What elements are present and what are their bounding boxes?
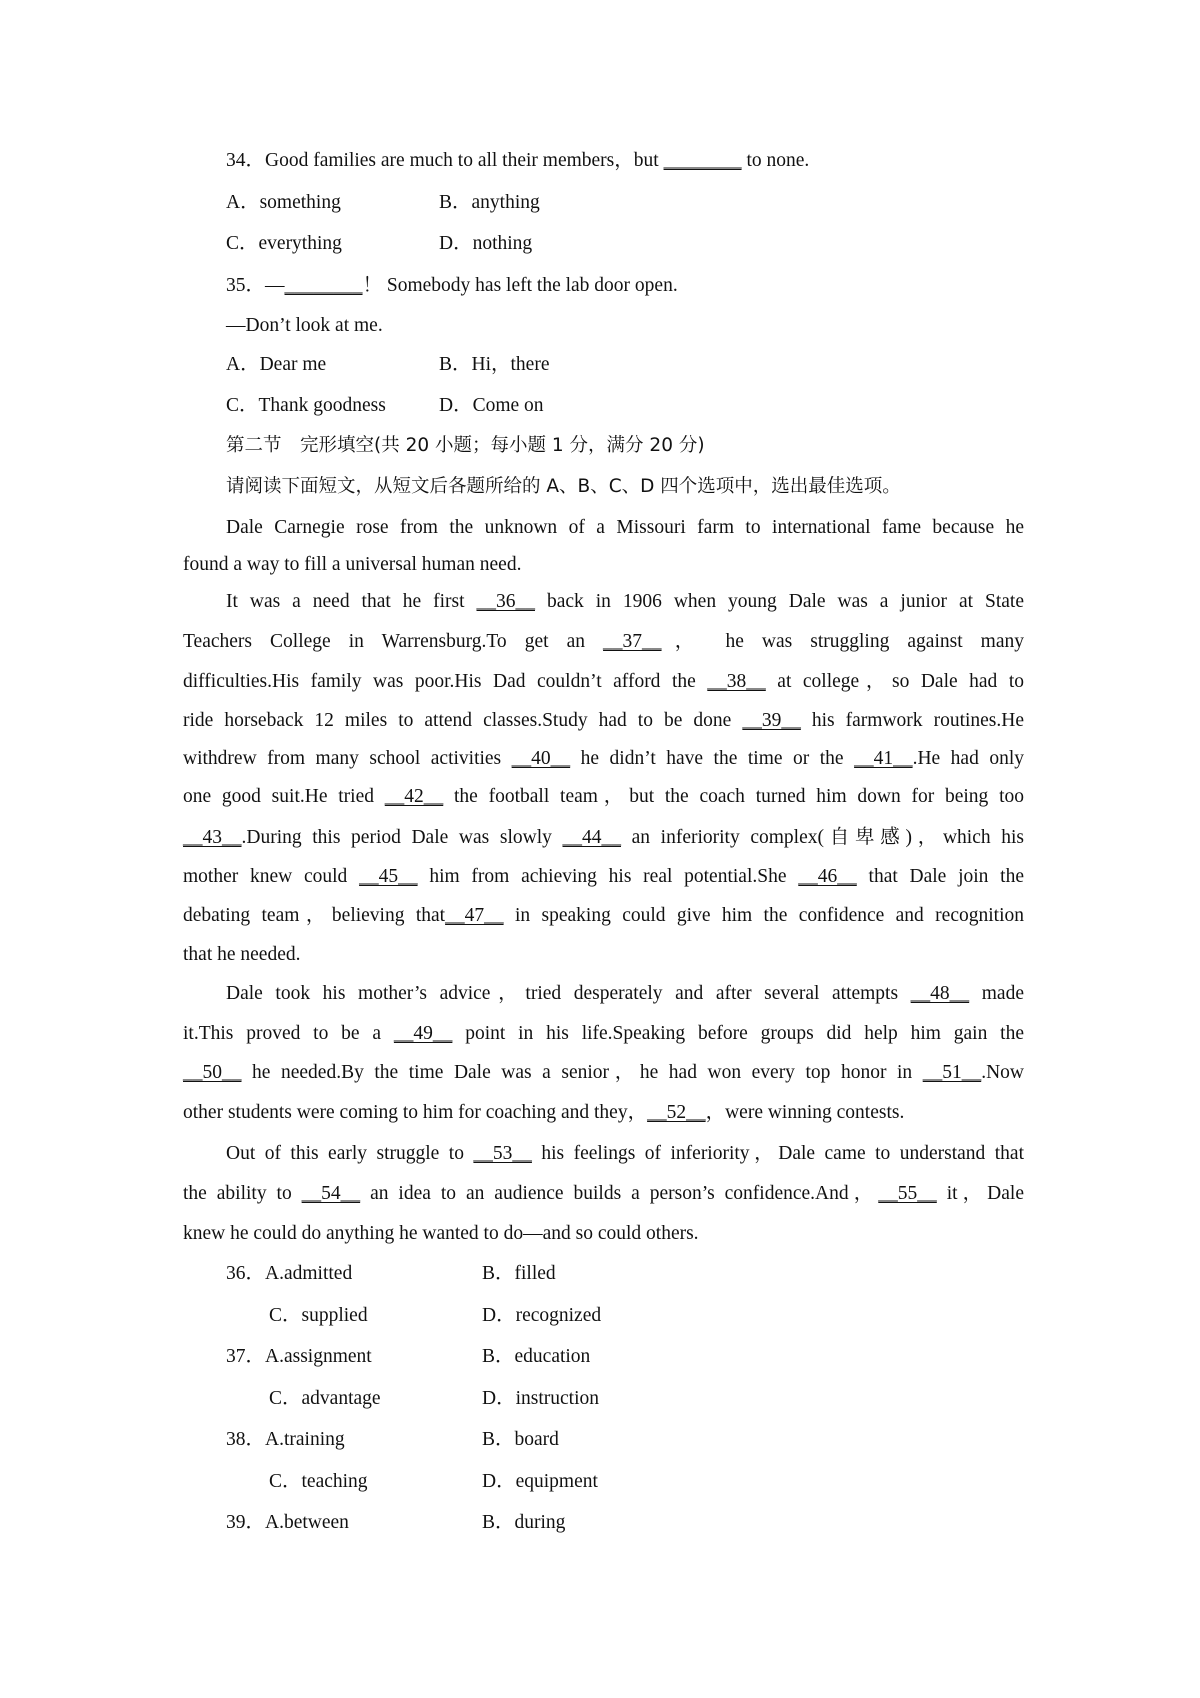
blank-38: __38__ bbox=[707, 671, 766, 692]
answer-36-d: D．recognized bbox=[482, 1305, 602, 1326]
section-heading: 第二节 完形填空(共 20 小题；每小题 1 分，满分 20 分) bbox=[226, 435, 705, 456]
text-span: it.This proved to be a bbox=[183, 1023, 394, 1044]
passage-line-5 bbox=[183, 670, 1024, 694]
text-span: back in 1906 when young Dale was a junior at State bbox=[535, 591, 1024, 612]
question-34-stem bbox=[226, 149, 809, 173]
text-span: an inferiority complex(自卑感)，which his bbox=[621, 827, 1024, 848]
blank-44: __44__ bbox=[562, 827, 621, 848]
text-span: an idea to an audience builds a person’s confidence.And， bbox=[360, 1183, 879, 1204]
text-span: point in his life.Speaking before groups did help him gain the bbox=[452, 1023, 1024, 1044]
text-span: It was a need that he first bbox=[226, 591, 477, 612]
text-span: withdrew from many school activities bbox=[183, 748, 512, 769]
answer-39-a: 39．A.between bbox=[226, 1512, 349, 1533]
text-span: one good suit.He tried bbox=[183, 786, 385, 807]
text-span: other students were coming to him for coaching and they， bbox=[183, 1102, 648, 1123]
answer-36-a: 36．A.admitted bbox=[226, 1263, 353, 1284]
passage-line-7 bbox=[183, 747, 1024, 771]
blank-37: __37__ bbox=[603, 631, 662, 652]
section-instruction: 请阅读下面短文，从短文后各题所给的 A、B、C、D 四个选项中，选出最佳选项。 bbox=[226, 476, 901, 497]
text-span: in speaking could give him the confidence and recognition bbox=[503, 905, 1024, 926]
text-span: the football team，but the coach turned him down for being too bbox=[443, 786, 1024, 807]
question-34-stem-part2: to none. bbox=[741, 150, 810, 171]
text-span: made bbox=[969, 983, 1024, 1004]
passage-line-4 bbox=[183, 630, 1024, 654]
question-35-blank: ________ bbox=[284, 275, 363, 296]
text-span: his farmwork routines.He bbox=[800, 710, 1025, 731]
answer-36-b: B．filled bbox=[482, 1263, 556, 1284]
text-span: Out of this early struggle to bbox=[226, 1143, 474, 1164]
answer-36-c: C．supplied bbox=[269, 1305, 368, 1326]
passage-line-12: that he needed. bbox=[183, 944, 301, 965]
passage-line-1: Dale Carnegie rose from the unknown of a Missouri farm to international fame because he bbox=[226, 517, 1024, 538]
blank-51: __51__ bbox=[922, 1062, 982, 1083]
answer-38-b: B．board bbox=[482, 1429, 559, 1450]
passage-line-15 bbox=[183, 1061, 1024, 1085]
answer-39-b: B．during bbox=[482, 1512, 566, 1533]
question-35-stem-part1: 35．— bbox=[226, 275, 285, 296]
text-span: .Now bbox=[981, 1062, 1024, 1083]
answer-37-d: D．instruction bbox=[482, 1388, 599, 1409]
passage-line-14 bbox=[183, 1022, 1024, 1046]
blank-46: __46__ bbox=[798, 866, 857, 887]
text-span: he didn’t have the time or the bbox=[570, 748, 855, 769]
passage-line-9 bbox=[183, 826, 1024, 850]
question-35-option-d: D．Come on bbox=[439, 395, 544, 416]
blank-50: __50__ bbox=[183, 1062, 242, 1083]
passage-line-11 bbox=[183, 904, 1024, 928]
answer-37-a: 37．A.assignment bbox=[226, 1346, 372, 1367]
text-span: ，were winning contests. bbox=[705, 1102, 905, 1123]
passage-line-3 bbox=[226, 590, 1024, 614]
blank-47: __47__ bbox=[445, 905, 504, 926]
question-35-stem bbox=[226, 274, 678, 298]
blank-42: __42__ bbox=[384, 786, 444, 807]
blank-45: __45__ bbox=[359, 866, 418, 887]
question-34-option-c: C．everything bbox=[226, 233, 342, 254]
passage-line-8 bbox=[183, 785, 1024, 809]
text-span: the ability to bbox=[183, 1183, 302, 1204]
blank-41: __41__ bbox=[854, 748, 913, 769]
passage-line-13 bbox=[226, 982, 1024, 1006]
blank-36: __36__ bbox=[476, 591, 535, 612]
text-span: him from achieving his real potential.She bbox=[417, 866, 799, 887]
blank-55: __55__ bbox=[878, 1183, 937, 1204]
question-34-option-d: D．nothing bbox=[439, 233, 533, 254]
answer-38-a: 38．A.training bbox=[226, 1429, 345, 1450]
blank-53: __53__ bbox=[473, 1143, 532, 1164]
text-span: Dale took his mother’s advice，tried desperately and after several attempts bbox=[226, 983, 911, 1004]
question-34-option-b: B．anything bbox=[439, 192, 540, 213]
question-35-option-c: C．Thank goodness bbox=[226, 395, 386, 416]
text-span: his feelings of inferiority，Dale came to understand that bbox=[531, 1143, 1024, 1164]
blank-49: __49__ bbox=[393, 1023, 453, 1044]
blank-39: __39__ bbox=[742, 710, 801, 731]
question-34-stem-part1: 34．Good families are much to all their members，but bbox=[226, 150, 664, 171]
text-span: it，Dale bbox=[936, 1183, 1024, 1204]
answer-38-d: D．equipment bbox=[482, 1471, 598, 1492]
answer-37-b: B．education bbox=[482, 1346, 591, 1367]
question-34-blank: ________ bbox=[663, 150, 742, 171]
question-35-option-a: A．Dear me bbox=[226, 354, 327, 375]
passage-line-16 bbox=[183, 1101, 1024, 1125]
blank-52: __52__ bbox=[647, 1102, 706, 1123]
question-35-reply: —Don’t look at me. bbox=[226, 315, 383, 336]
text-span: ride horseback 12 miles to attend classes.Study had to be done bbox=[183, 710, 743, 731]
passage-line-6 bbox=[183, 709, 1024, 733]
text-span: mother knew could bbox=[183, 866, 360, 887]
text-span: debating team，believing that bbox=[183, 905, 446, 926]
question-35-stem-part2: ！ Somebody has left the lab door open. bbox=[362, 275, 678, 296]
question-35-option-b: B．Hi，there bbox=[439, 354, 550, 375]
text-span: Teachers College in Warrensburg.To get an bbox=[183, 631, 604, 652]
text-span: he needed.By the time Dale was a senior，he had won every top honor in bbox=[241, 1062, 923, 1083]
passage-line-18 bbox=[183, 1182, 1024, 1206]
blank-40: __40__ bbox=[511, 748, 571, 769]
passage-line-2: found a way to fill a universal human need. bbox=[183, 554, 522, 575]
answer-38-c: C．teaching bbox=[269, 1471, 368, 1492]
blank-54: __54__ bbox=[301, 1183, 361, 1204]
text-span: .During this period Dale was slowly bbox=[241, 827, 563, 848]
text-span: .He had only bbox=[912, 748, 1024, 769]
text-span: that Dale join the bbox=[856, 866, 1025, 887]
blank-48: __48__ bbox=[910, 983, 970, 1004]
text-span: ， he was struggling against many bbox=[661, 631, 1025, 652]
blank-43: __43__ bbox=[183, 827, 242, 848]
passage-line-10 bbox=[183, 865, 1024, 889]
text-span: at college，so Dale had to bbox=[765, 671, 1024, 692]
passage-line-19: knew he could do anything he wanted to do—and so could others. bbox=[183, 1223, 699, 1244]
question-34-option-a: A．something bbox=[226, 192, 341, 213]
passage-line-17 bbox=[226, 1142, 1024, 1166]
text-span: difficulties.His family was poor.His Dad couldn’t afford the bbox=[183, 671, 708, 692]
answer-37-c: C．advantage bbox=[269, 1388, 381, 1409]
